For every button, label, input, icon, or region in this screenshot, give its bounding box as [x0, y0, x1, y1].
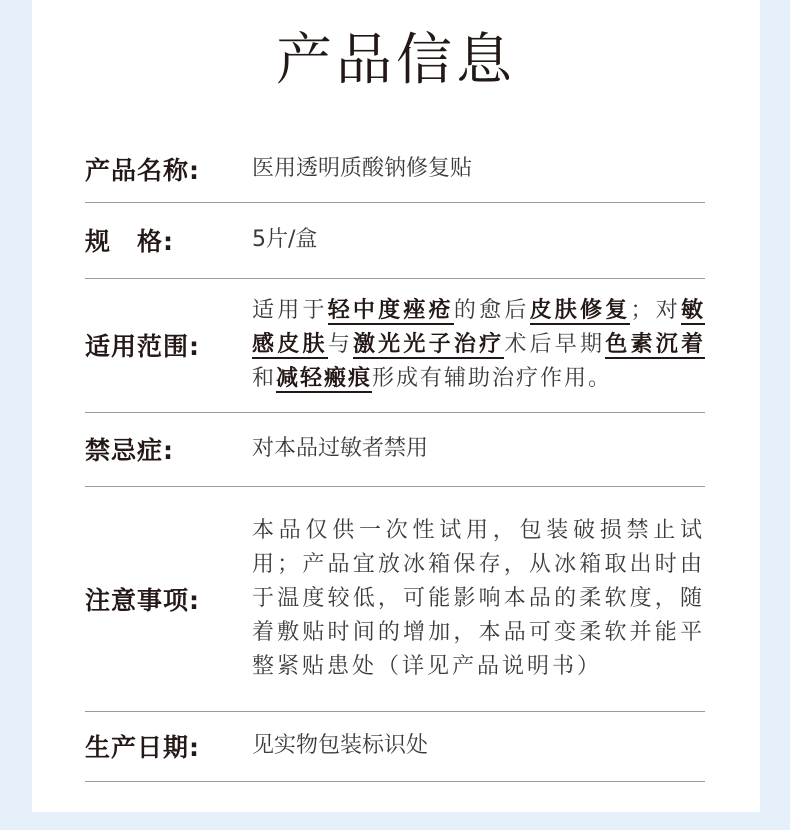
row-product-name — [85, 135, 705, 203]
scope-text: 形成有辅助治疗作用。 — [372, 366, 613, 391]
scope-text: 适用于 — [252, 298, 328, 323]
production-date-value: 见实物包装标识处 — [252, 733, 429, 758]
scope-highlight: 色素沉着 — [605, 332, 705, 357]
row-notes — [85, 486, 705, 712]
row-production-date — [85, 711, 705, 782]
notes-value: 本品仅供一次性试用，包装破损禁止试用；产品宜放冰箱保存，从冰箱取出时由于温度较低，可能影响本品的柔软度，随着敷贴时间的增加，本品可变柔软并能平整紧贴患处（详见产品说明书） — [252, 517, 705, 679]
scope-text: 和 — [252, 366, 277, 391]
contraindications-value: 对本品过敏者禁用 — [252, 436, 429, 461]
scope-text: 的愈后 — [453, 298, 530, 323]
production-date-label: 生产日期: — [85, 733, 200, 762]
scope-value — [252, 294, 705, 396]
scope-highlight: 激光光子治疗 — [352, 332, 505, 357]
contraindications-label: 禁忌症: — [85, 436, 174, 465]
product-name-value: 医用透明质酸钠修复贴 — [252, 155, 473, 181]
product-name-label: 产品名称: — [85, 155, 200, 185]
row-spec — [85, 202, 705, 279]
scope-label: 适用范围: — [85, 332, 200, 361]
page-title: 产品信息 — [276, 28, 516, 93]
product-info-card — [32, 0, 760, 812]
row-contraindications — [85, 412, 705, 487]
scope-highlight: 皮肤修复 — [529, 298, 631, 323]
spec-value: 5片/盒 — [252, 227, 318, 252]
spec-label: 规 格: — [85, 227, 174, 256]
notes-label: 注意事项: — [85, 585, 200, 615]
scope-highlight: 减轻瘢痕 — [276, 366, 373, 391]
scope-text: 术后早期 — [504, 332, 606, 357]
row-scope — [85, 278, 705, 413]
scope-highlight: 轻中度痤疮 — [327, 298, 454, 323]
scope-text: ；对 — [630, 298, 681, 323]
scope-text: 与 — [327, 332, 353, 357]
scope-highlight: 敏感皮肤 — [252, 298, 705, 357]
